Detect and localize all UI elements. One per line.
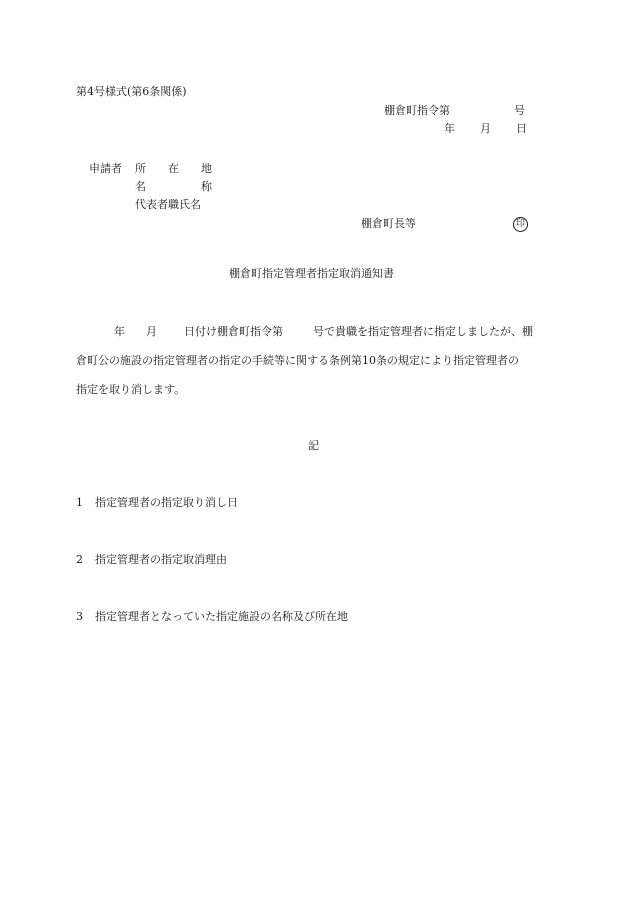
document-title: 棚倉町指定管理者指定取消通知書 [229, 267, 394, 280]
date-month: 月 [480, 122, 491, 135]
item-3-number: 3 [76, 610, 83, 623]
applicant-label: 申請者 [89, 162, 122, 175]
document-reference: 棚倉町指令第 [384, 104, 450, 117]
item-3-text: 指定管理者となっていた指定施設の名称及び所在地 [95, 610, 348, 623]
item-2-number: 2 [76, 553, 83, 566]
name-label: 名 称 [135, 180, 212, 193]
item-1-number: 1 [76, 496, 83, 509]
body-year: 年 [114, 325, 125, 338]
form-number: 第4号様式(第6条関係) [76, 85, 187, 98]
item-2-text: 指定管理者の指定取消理由 [95, 553, 227, 566]
document-reference-suffix: 号 [514, 104, 525, 117]
representative-label: 代表者職氏名 [135, 198, 201, 211]
address-label: 所 在 地 [135, 162, 212, 175]
seal-stamp: 印 [513, 217, 528, 232]
body-month: 月 [146, 325, 157, 338]
body-line-3: 指定を取り消します。 [76, 383, 186, 396]
ki-heading: 記 [308, 439, 319, 452]
body-line-2: 倉町公の施設の指定管理者の指定の手続等に関する条例第10条の規定により指定管理者の [76, 354, 519, 367]
body-text-b: 号で貴職を指定管理者に指定しましたが、棚 [313, 325, 533, 338]
body-text-a: 日付け棚倉町指令第 [184, 325, 283, 338]
item-1-text: 指定管理者の指定取り消し日 [95, 496, 238, 509]
date-day: 日 [516, 122, 527, 135]
issuer-title: 棚倉町長等 [361, 217, 416, 230]
date-year: 年 [444, 122, 455, 135]
